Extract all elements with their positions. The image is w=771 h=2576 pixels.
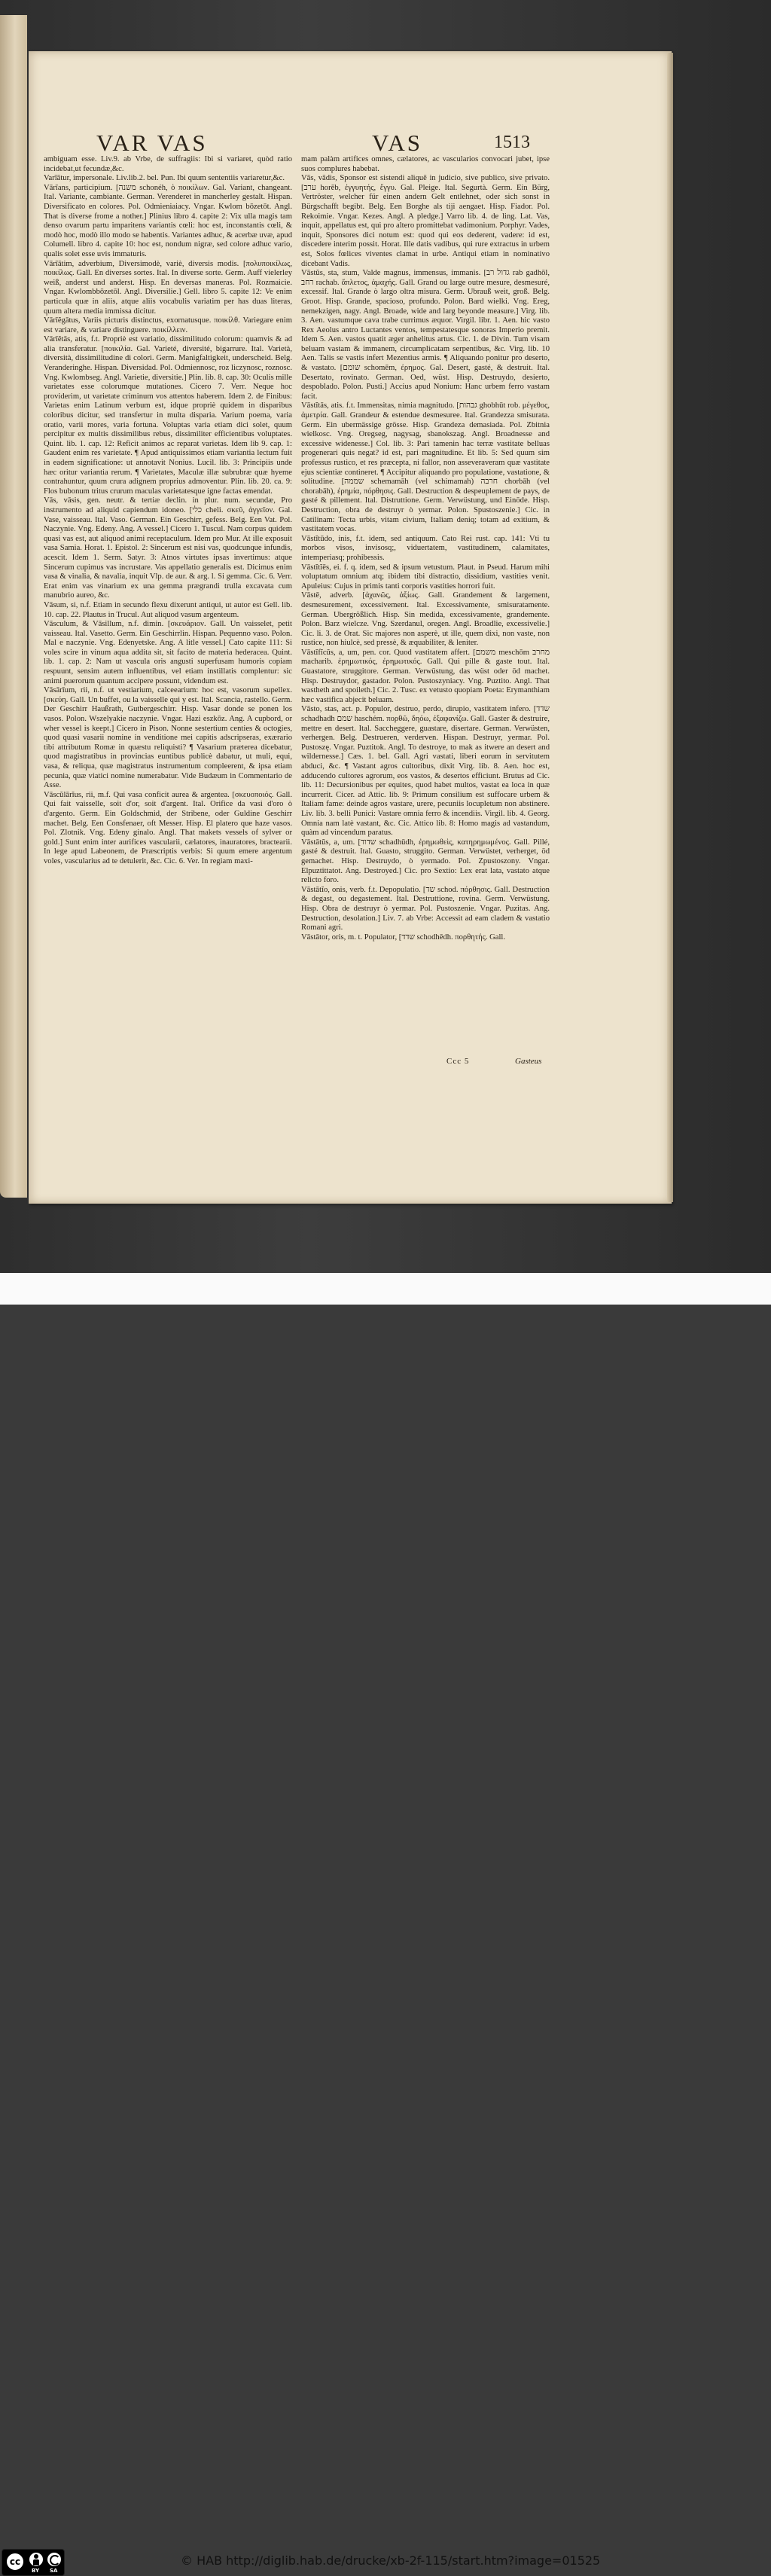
dictionary-entry: Vāstĭfĭcŭs, a, um, pen. cor. Quod vastitatem affert. [משמם meschōm מחרב macharib. ἐρημωτικός, ἐρημωτικός. Gall. Qui pille & gaste tout. Ital. Guastatore, struggitore. German. Verwüstung, das wüst oder öd machet. Hisp. Destruydor, gastador. Polon. Pustoszyniacy. Vng. Puztito. Angl. That wastheth and spoileth.] Cic. 2. Tusc. ex vetusto quopiam Poeta: Erymanthiam hæc vastifica abjecit beluam. [301, 648, 550, 704]
dictionary-entry: mam palàm artifices omnes, cælatores, ac vascularios convocari jubet, ipse suos complures habebat. [301, 155, 550, 173]
attribution-icon [28, 2551, 44, 2568]
dictionary-entry: Vāstē, adverb. [ἀχανῶς, ἀξίως. Gall. Grandement & largement, desmesurement, excessivement. Ital. Excessivamente, smisuratamente. German. Ubergrößlich. Hisp. Sin medida, excessivamente, grandemente. Polon. Barz wielcze. Vng. Szerdanul, oregen. Angl. Broadlie, excessivelie.] Cic. li. 3. de Orat. Sic majores non asperè, ut ille, quem dixi, non vaste, non rustice, non hiulcè, sed pressè, & æquabiliter, & leniter. [301, 591, 550, 648]
left-running-head: VAR VAS [96, 130, 208, 156]
credit-bar [0, 1273, 771, 2574]
cc-icon: cc [5, 2552, 25, 2571]
dictionary-entry: Vāsculum, & Vāsillum, n.f. dimin. [σκευάριον. Gall. Un vaisselet, petit vaisseau. Ital. Vasetto. Germ. Ein Geschirrlin. Hispan. Pequenno vaso. Polon. Mal e naczynie. Vng. Edenyetske. Ang. A litle vessel.] Cato capite 111: Si voles scire in vinum aqua addita sit, sit facito de materia hederacea. Quint. lib. 1. cap. 2: Nam ut vascula oris angusti superfusam humoris copiam respuunt, sensim autem influentibus, vel etiam instillatis complentur: sic animi puerorum quantum accipere possunt, videndum est. [44, 620, 292, 685]
page-fore-edge [667, 53, 673, 1202]
dictionary-entry: Vāstĭtās, atis. f.t. Immensitas, nimia magnitudo. [גבהות ghobhūt rob. μέγεθος, ἀμετρία. Gall. Grandeur & estendue desmesuree. Ital. Grandezza smisurata. Germ. Ein ubermässige grösse. Hisp. Grandeza demasiada. Pol. Zbitnia wielkosc. Vng. Oregseg, nagysag, sbanokszag. Angl. Broadnesse and excessive widenesse.] Col. lib. 3: Pari tamenin hac terræ vastitate belluas progenerari quis negat? id est, pari magnitudine. Et lib. 5: Sed quum sim professus rustico, et res præcepta, ni fallor, non asseveraveram quæ vastitate ejus scientiæ contineret. ¶ Accipitur aliquando pro populatione, vastatione, & solitudine. [שממה schemamāh (vel schimamah) חרבה chorbāh (vel chorabāh), ἐρημία, πόρθησις. Gall. Destruction & despeuplement de pays, de gasté & pillement. Ital. Distruttione. Germ. Verwüstung, und Einöde. Hisp. Destruction, obra de destruyr ò yermar. Polon. Spustoszenie.] Cic. in Catilinam: Tecta urbis, vitam civium, Italiam deniq; totam ad exitium, & vastitatem vocas. [301, 401, 550, 534]
by-label: BY [32, 2568, 40, 2574]
credit-link[interactable]: © HAB http://diglib.hab.de/drucke/xb-2f-115/start.htm?image=01525 [181, 2553, 601, 2568]
dictionary-entry: Vāstŭs, sta, stum, Valde magnus, immensus, immanis. [גדול רב rab gadhōl, רחב rachab. ἄπλετος, ἀμαχής. Gall. Grand ou large outre mesure, desmesuré, excessif. Ital. Grande ò largo oltra misura. Germ. Ubrauß weit, groß. Belg. Groot. Hisp. Grande, spacioso, profundo. Polon. Bard wielki. Vng. Ereg, nemekzigen, nagy. Angl. Broade, wide and larg beyonde measure.] Virg. lib. 3. Aen. vastumque cava trabe currimus æquor. Virgil. libr. 1. Aen. hic vasto Rex Aeolus antro Luctantes ventos, tempestatesque sonoras Imperio premit. Idem 5. Aen. vastos quatit æger anhelitus artus. Cic. 1. de Divin. Tum visam beluam vastam & immanem, circumplicatam serpentibus, &c. Virg. lib. 10 Aen. Talis se vastis infert Mezentius armis. ¶ Aliquando ponitur pro deserto, & vastato. [שומם schomēm, ἐρημος. Gal. Desert, gasté, & destruit. Ital. Desertato, rovinato. German. Oed, wüst. Hisp. Destruydo, desierto, despoblado. Polon. Pusti.] Accius apud Nonium: Hanc urbem ferro vastam facit. [301, 269, 550, 401]
dictionary-entry: Varīātur, impersonale. Liv.lib.2. bel. Pun. Ibi quum sententiis variaretur,&c. [44, 174, 285, 183]
dictionary-entry: Vārīātim, adverbium, Diversimodè, variè, diversis modis. [πολυποικίλως, ποικίλως. Gall. En diverses sortes. Ital. In diverse sorte. Germ. Auff vielerley weiß, anderst und anderst. Hisp. En deversas maneras. Pol. Rozmaicie. Vngar. Kwlombbōzetōl. Angl. Diversilie.] Gell. libro 5. capite 12: Ve enim particula quæ in aliis, atque aliis vocabulis variatim per has duas literas, quum altera media immissa dicitur. [44, 259, 292, 316]
dictionary-entry: Vāsārīum, rii, n.f. ut vestiarium, calceearium: hoc est, vasorum supellex. [σκεύη. Gall. Un buffet, ou la vaisselle qui y est. Ital. Scancia, rastello. Germ. Der Geschirr Haußrath, Gutbergeschirr. Hisp. Vasar donde se ponen los vasos. Polon. Wszelyakie naczynie. Vngar. Hazi eszkōz. Ang. A cupbord, or wher vessel is keept.] Cicero in Pison. Nonne sestertium centies & octogies, quod quasi vasarii nomine in venditione mei capitis adscripseras, exærario tibi attributum Romæ in quæstu reliquisti? ¶ Vasarium præterea dicebatur, quod magistratibus in provincias euntibus publicè dabatur, ut muli, equi, vasa, & reliqua, quæ magistratus instrumentum compleerent, & ipsa etiam pecunia, quæ viatici nomine numerabatur. Vide Budæum in Commentario de Asse. [44, 686, 292, 790]
dictionary-entry: Vāstĭtĭēs, ei. f. q. idem, sed & ipsum vetustum. Plaut. in Pseud. Harum mihi voluptatum omnium atq; ibidem tibi distractio, dissidium, vastities venit. Apuleius: Cujus in primis tanti corporis vastities horrori fuit. [301, 563, 550, 591]
dictionary-entry: Vāscŭlārĭus, rii, m.f. Qui vasa conficit aurea & argentea. [σκευοποιός. Gall. Qui fait vaisselle, soit d'or, soit d'argent. Ital. Orifice da vasi d'oro ò d'argento. Germ. Ein Goldschmid, der Stribene, oder Guldine Geschirr machet. Belg. Een Consfenaer, oft Messer. Hisp. El platero que haze vasos. Pol. Zlotnik. Vng. Edeny ginalo. Angl. That makets vessels of sylver or gold.] Sunt enim inter aurifices vascularii, cælatores, inauratores, bractearii. In lege apud Labeonem, de Præscriptis verbis: Si quum emere argentum voles, vascularius ad te detulerit, &c. Cic. 6. Ver. In regiam maxi- [44, 790, 292, 865]
dictionary-entry: Vāsto, stas, act. p. Populor, destruo, perdo, dirupio, vastitatem infero. [שדד schadhadh שמם haschém. πορθῶ, δηόω, ἐξαφανίζω. Gall. Gaster & destruire, mettre en desert. Ital. Saccheggere, guastare, disertare. German. Verwüsten, verhergen. Belg. Destrueren, verderven. Hispan. Destruyr, yermar. Pol. Pustoszę. Vngar. Puztitok. Angl. To destroye, to mak as itwere an desert and wildernesse.] Cæs. 1. bel. Gall. Agri vastati, liberi eorum in servitutem abduci, &c. ¶ Vastant agros cultoribus, dixit Virg. lib. 8. Aen. hoc est, adducendo cultores agrorum, eos vastos, & desertos efficiunt. Brutus ad Cic. lib. 11: Decursionibus per equites, quod habet multos, vastat ea loca in quæ incurrerit. Cicer. ad Attic. lib. 9: Primum consilium est suffocare urbem & Italiam fame: deinde agros vastare, urere, pecuniis locupletum non abstinere. Liv. lib. 3. belli Punici: Vastare omnia ferro & incendiis. Virgil. lib. 4. Georg. Omnia nam latè vastant, &c. Cic. Attico lib. 8: Homo magis ad vastandum, quàm ad vincendum paratus. [301, 705, 550, 838]
dictionary-entry: Vās, vāsis, gen. neutr. & tertiæ declin. in plur. num. secundæ, Pro instrumento ad aliquid capiendum idoneo. [כלי cheli. σκεῦ, ἀγγεῖον. Gal. Vase, vaisseau. Ital. Vaso. German. Ein Geschirr, gefess. Belg. Een Vat. Pol. Naczynie. Vng. Edeny. Ang. A vessel.] Cicero 1. Tuscul. Nam corpus quidem quasi vas est, aut aliquod animi receptaculum. Idem pro Mur. At ille exposuit vasa Samia. Horat. 1. Epistol. 2: Sincerum est nisi vas, quodcunque infundis, acescit. Idem 1. Serm. Satyr. 3: Atnos virtutes ipsas invertimus: atque Sincerum cupimus vas incrustare. Vas appellatio generalis est. Dicimus enim vasa & vinalia, & navalia, inquit Vlp. de aur. & arg. l. Si gemma. Cic. 6. Verr. Erat enim vas vinarium ex una gemma prægrandi trulla excavata cum manubrio aureo, &c. [44, 496, 293, 600]
share-alike-icon [46, 2551, 62, 2568]
dictionary-entry: Vāstātĭo, onis, verb. f.t. Depopulatio. [שד schod. πόρθησις. Gall. Destruction & degast, ou degastement. Ital. Destruttione, rovina. Germ. Verwüstung. Hisp. Obra de destruyr ò yermar. Pol. Pustoszenie. Vngar. Puzitas. Ang. Destruction, desolation.] Liv. 7. ab Vrbe: Accessit ad eam cladem & vastatio Romani agri. [301, 885, 550, 932]
dictionary-entry: Vās, vādis, Sponsor est sistendi aliquē in judicio, sive publico, sive privato. [ערב horēb, ἐγγυητής, ἔγγυ. Gal. Pleige. Ital. Segurtà. Germ. Ein Bürg, Vertröster, welcher für einen andern Gelt entlehnet, oder sich sonst in Bürgschafft begibt. Belg. Een Borghe als tiji aengaet. Hisp. Fiador. Pol. Rekoimie. Vngar. Kezes. Angl. A pledge.] Varro lib. 4. de ling. Lat. Vas, inquit, appellatus est, qui pro altero promittebat vadimonium. Porphyr. Vades, inquit, Sponsores dici notum est: quod qui eos dederent, vadere: id est, discedere interim possit. Horat. Ille datis vadibus, qui rure extractus in urbem est, Solos fœlices viventes clamat in urbe. Antiqui etiam in nominativo dicebant Vadis. [301, 174, 550, 268]
dictionary-entry: Vārīĕtās, atis, f.t. Propriè est variatio, dissimilitudo colorum: quamvis & ad alia transferatur. [ποικιλία. Gal. Varieté, diversité, bigarrure. Ital. Varietà, diversità, dissimilitudine di colori. Germ. Manigfaltigkeit, underscheid. Belg. Veranderinghe. Hispan. Diversidad. Pol. Odmiennosc, roz liczynosc, roznosc. Vng. Kwlombseg. Angl. Varietie, diversitie.] Plin. lib. 8. cap. 30: Oculis mille varietates esse colorumque mutationes. Cicero 7. Verr. Neque hoc providerim, ut varietate criminum vos attentos haberem. Idem 2. de Finibus: Varietas enim Latinum verbum est, idque propriè quidem in disparibus coloribus dicitur, sed transfertur in multa disparia. Varium poema, varia oratio, varii mores, varia fortuna. Voluptas varia etiam dici solet, quum percipitur ex multis dissimilibus rebus, dissimiliter efficientibus voluptates. Quint. lib. 1. cap. 12: Reficit animos ac reparat varietas. Idem lib 9. cap. 1: Gaudent enim res varietate. ¶ Apud antiquissimos etiam variantia lectum fuit in eadem significatione: ut annotavit Nonius. Lucil. lib. 3: Principiis unde hæc oritur variantia rerum. ¶ Varietates, Maculæ illæ subrubræ quæ hyeme contrahuntur, quum crura adignem proprius admoventur. Plin. lib. 20. ca. 9: Flos bubonum tritus crurum maculas varietatesque igne factas emendat. [44, 335, 292, 496]
book-page [29, 51, 672, 1204]
dictionary-entry: Vāstĭtūdo, inis, f.t. idem, sed antiquum. Cato Rei rust. cap. 141: Vti tu morbos visos, invisosq;, viduertatem, vastitudinem, calamitates, intemperiasq; prohibessis. [301, 534, 550, 562]
dictionary-entry: Vāsum, si, n.f. Etiam in secundo flexu dixerunt antiqui, ut autor est Gell. lib. 10. cap. 22. Plautus in Trucul. Aut aliquod vasum argenteum. [44, 600, 292, 619]
facing-page-edge [0, 15, 27, 1198]
dictionary-entry: Vāstātŭs, a, um. [שדוד schadhūdh, ἐρημωθεὶς, κατηρημωμένος. Gall. Pillé, gasté & destruit. Ital. Guasto, struggito. German. Verwüstet, verherget, öd gemachet. Hisp. Destruydo, ò yermado. Pol. Zpustoszony. Vngar. Elpuztittatot. Ang. Destroyed.] Cic. pro Sextio: Lex erat lata, vastato atque relicto foro. [301, 838, 550, 885]
creative-commons-badge[interactable] [2, 2549, 65, 2576]
sa-label: SA [50, 2568, 58, 2574]
left-column [44, 155, 292, 867]
dictionary-entry: Vārīans, participium. [משנה schonéh, ὁ ποικίλων. Gal. Variant, changeant. Ital. Variante, cambiante. German. Verenderet in mancherley gestalt. Hispan. Diversificato en colores. Pol. Odmieniaiacy. Vngar. Kwlom bōzetōt. Angl. That is diverse frome a nother.] Plinius libro 4. capite 2: Vix ulla magis tam denso ovarum partu imparitens variantis cœli: hoc est, inconstantis cœli, & modò hoc, modò illo modo se habentis. Variantes adhuc, & acerbæ uvæ, apud Columell. libro 4. capite 10: hoc est, nondum nigræ, sed colore adhuc vario, qualis solet esse uvis immaturis. [44, 183, 292, 258]
catchword: Gasteus [515, 1057, 542, 1066]
dictionary-entry: Vārīĕgātus, Variis picturis distinctus, exornatusque. ποικίλθ. Variegare enim est variare, & variare distinguere. ποικίλλειν. [44, 316, 292, 334]
page-number: 1513 [494, 133, 530, 152]
signature-mark: Ccc 5 [446, 1057, 470, 1066]
right-running-head: VAS [372, 130, 423, 156]
right-column [301, 155, 550, 942]
dictionary-entry: Vāstātor, oris, m. t. Populator, [שדד schodhēdh. πορθητής. Gall. [301, 932, 506, 942]
dictionary-entry: ambiguam esse. Liv.9. ab Vrbe, de suffragiis: Ibi si variaret, quòd ratio incidebat,ut fecundæ,&c. [44, 155, 292, 173]
